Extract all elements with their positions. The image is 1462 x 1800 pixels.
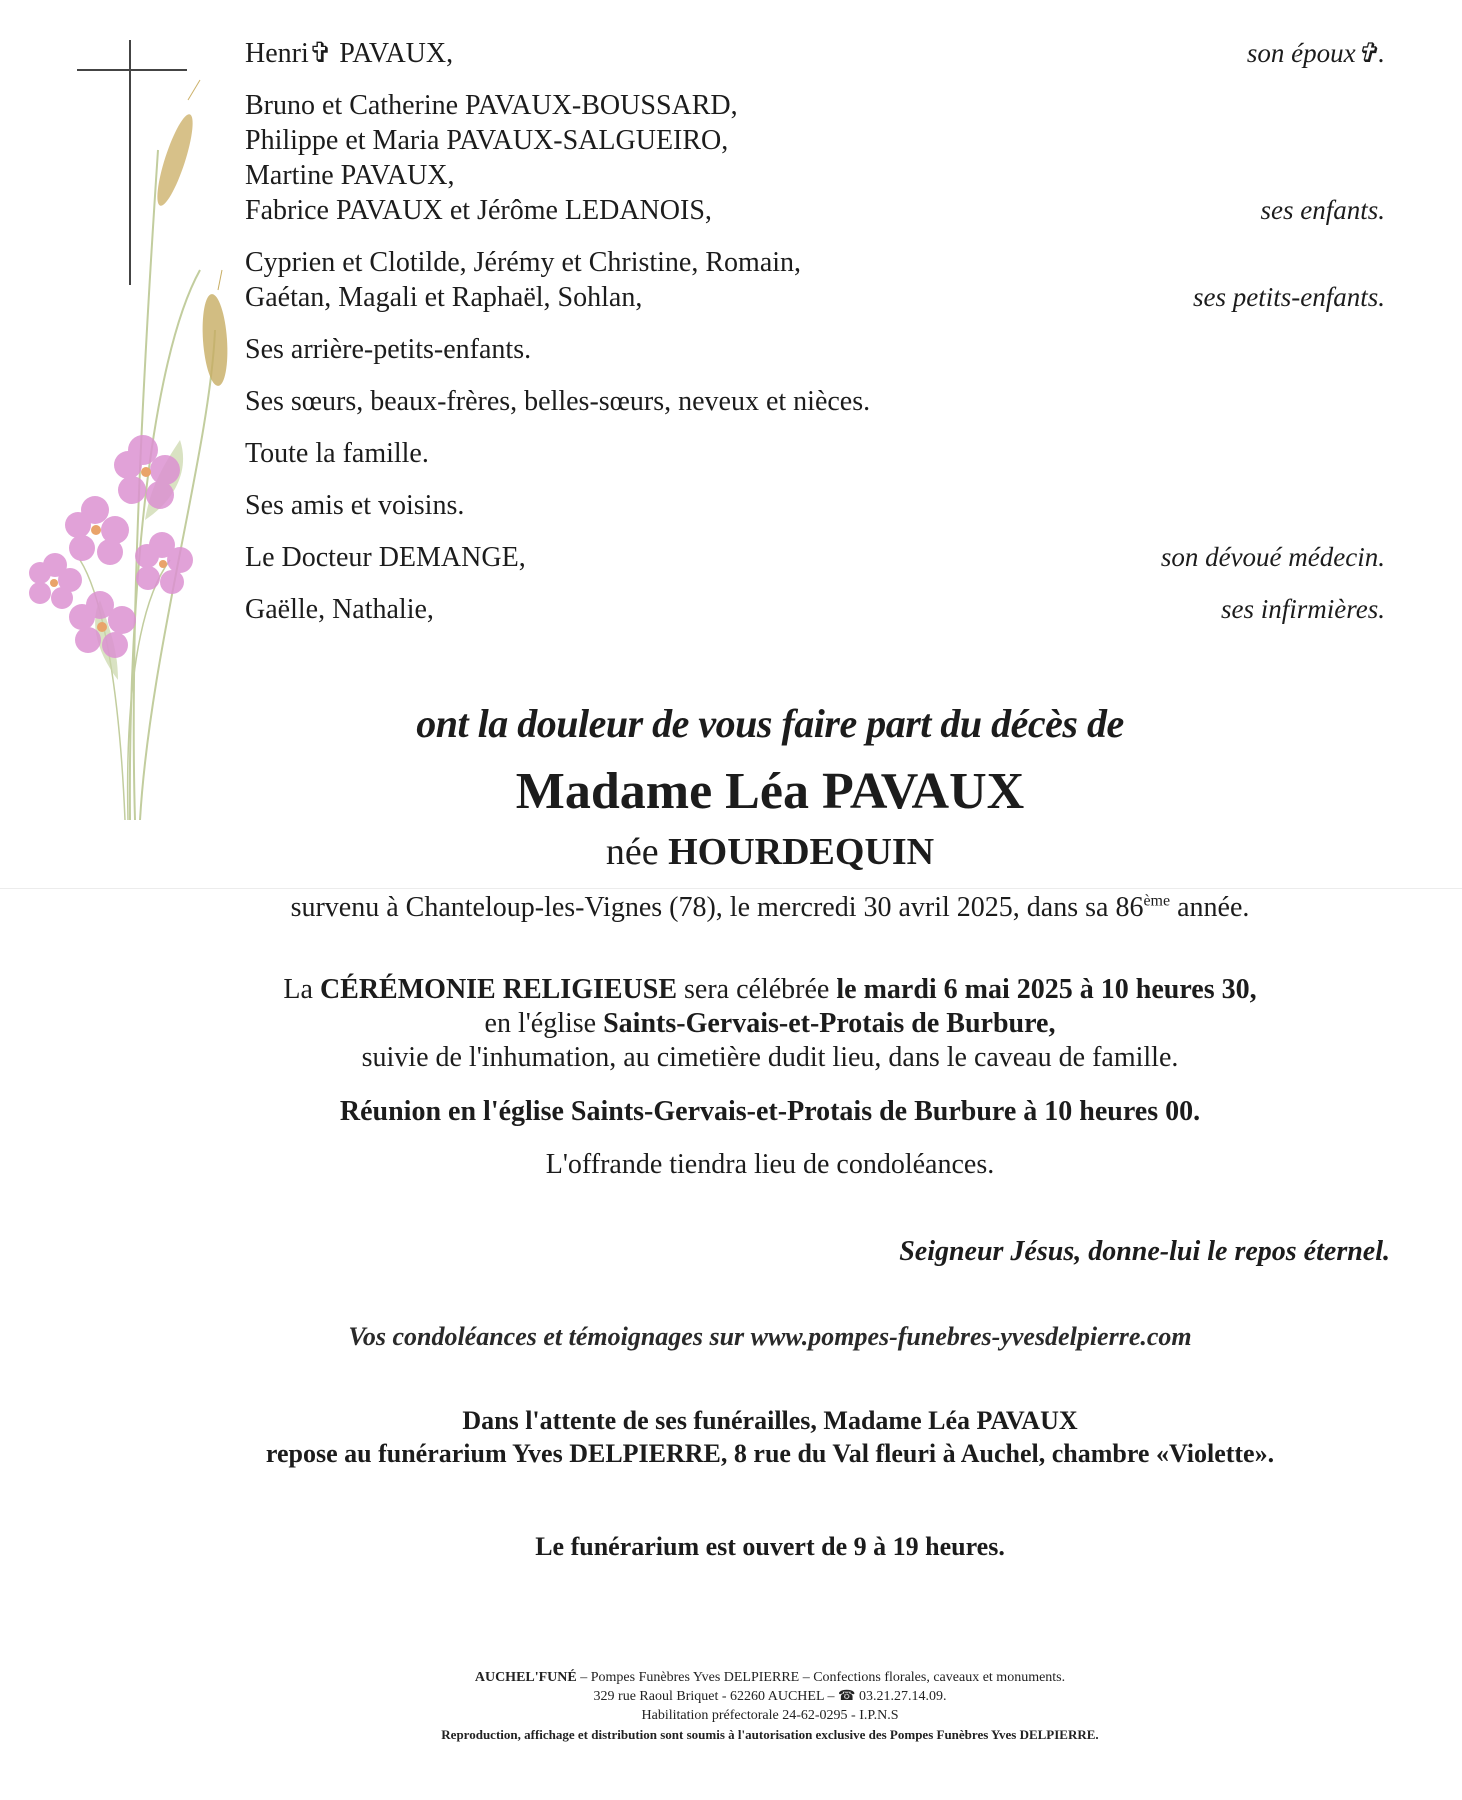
family-line: Le Docteur DEMANGE,	[245, 542, 526, 573]
family-line: Fabrice PAVAUX et Jérôme LEDANOIS,	[245, 195, 712, 226]
family-line: Ses amis et voisins.	[245, 490, 465, 521]
family-block-friends	[245, 488, 1385, 523]
ceremony-text: en l'église	[484, 1008, 604, 1039]
family-block-family	[245, 436, 1385, 471]
family-list	[245, 36, 1385, 644]
ceremony-line-3: suivie de l'inhumation, au cimetière dudit lieu, dans le caveau de famille.	[361, 1042, 1179, 1073]
deceased-name: Madame Léa PAVAUX	[515, 763, 1025, 820]
family-line: Gaétan, Magali et Raphaël, Sohlan,	[245, 282, 643, 313]
family-line: Henri✞ PAVAUX,	[245, 38, 454, 69]
death-ordinal: ème	[1143, 892, 1171, 910]
ceremony-line-2	[0, 1007, 1462, 1041]
ceremony-text: La	[283, 974, 320, 1005]
footer-address: 329 rue Raoul Briquet - 62260 AUCHEL – ☎ 03.21.27.14.09.	[593, 1689, 947, 1704]
ceremony-type: CÉRÉMONIE RELIGIEUSE	[319, 974, 678, 1005]
ceremony-line-1	[0, 973, 1462, 1007]
family-block-siblings	[245, 384, 1385, 419]
footer-company: AUCHEL'FUNÉ	[474, 1670, 577, 1685]
fold-line	[0, 888, 1462, 889]
ceremony-date: le mardi 6 mai 2025 à 10 heures 30,	[836, 974, 1257, 1005]
repose-line-2: repose au funérarium Yves DELPIERRE, 8 rue du Val fleuri à Auchel, chambre «Violette».	[265, 1439, 1275, 1468]
maiden-name: HOURDEQUIN	[668, 831, 935, 873]
ceremony-church: Saints-Gervais-et-Protais de Burbure,	[603, 1008, 1056, 1039]
announcement-intro: ont la douleur de vous faire part du décès de	[416, 701, 1124, 746]
family-block-children	[245, 88, 1385, 228]
death-suffix: année.	[1170, 892, 1250, 923]
funeral-home-hours: Le funérarium est ouvert de 9 à 19 heures.	[535, 1532, 1005, 1561]
repose-line-1: Dans l'attente de ses funérailles, Madame Léa PAVAUX	[462, 1406, 1078, 1435]
reunion-notice: Réunion en l'église Saints-Gervais-et-Protais de Burbure à 10 heures 00.	[339, 1096, 1201, 1127]
ceremony-text: sera célébrée	[677, 974, 837, 1005]
family-role: son dévoué médecin.	[1160, 542, 1385, 572]
family-line: Cyprien et Clotilde, Jérémy et Christine, Romain,	[245, 247, 802, 278]
footer-description: – Pompes Funèbres Yves DELPIERRE – Confections florales, caveaux et monuments.	[576, 1670, 1066, 1685]
family-block-great-grandchildren	[245, 332, 1385, 367]
family-line: Ses sœurs, beaux-frères, belles-sœurs, neveux et nièces.	[245, 386, 871, 417]
ceremony-details	[0, 973, 1462, 1075]
footer-copyright: Reproduction, affichage et distribution sont soumis à l'autorisation exclusive des Pompes Funèbres Yves DELPIERRE.	[441, 1727, 1099, 1742]
death-text: survenu à Chanteloup-les-Vignes (78), le mercredi 30 avril 2025, dans sa 86	[290, 892, 1144, 923]
family-role: ses infirmières.	[1221, 594, 1385, 624]
family-role: ses enfants.	[1260, 195, 1385, 225]
prayer-text: Seigneur Jésus, donne-lui le repos éternel.	[899, 1236, 1390, 1267]
family-line: Martine PAVAUX,	[245, 160, 455, 191]
family-block-grandchildren	[245, 245, 1385, 315]
footer	[0, 1668, 1462, 1744]
footer-habilitation: Habilitation préfectorale 24-62-0295 - I.P.N.S	[641, 1708, 899, 1723]
condolences-website: Vos condoléances et témoignages sur www.pompes-funebres-yvesdelpierre.com	[348, 1322, 1192, 1351]
maiden-prefix: née	[605, 831, 659, 873]
family-line: Bruno et Catherine PAVAUX-BOUSSARD,	[245, 90, 738, 121]
family-line: Gaëlle, Nathalie,	[245, 594, 434, 625]
death-details	[0, 892, 1462, 924]
repose-notice	[0, 1404, 1462, 1470]
family-line: Toute la famille.	[245, 438, 429, 469]
family-role: son époux✞.	[1246, 38, 1385, 68]
maiden-name-line	[0, 830, 1462, 874]
family-block-nurses	[245, 592, 1385, 627]
family-line: Ses arrière-petits-enfants.	[245, 334, 532, 365]
family-line: Philippe et Maria PAVAUX-SALGUEIRO,	[245, 125, 729, 156]
family-block-doctor	[245, 540, 1385, 575]
offering-notice: L'offrande tiendra lieu de condoléances.	[545, 1149, 995, 1180]
family-role: ses petits-enfants.	[1193, 282, 1385, 312]
family-block-spouse	[245, 36, 1385, 71]
footer-line-1	[0, 1668, 1462, 1687]
